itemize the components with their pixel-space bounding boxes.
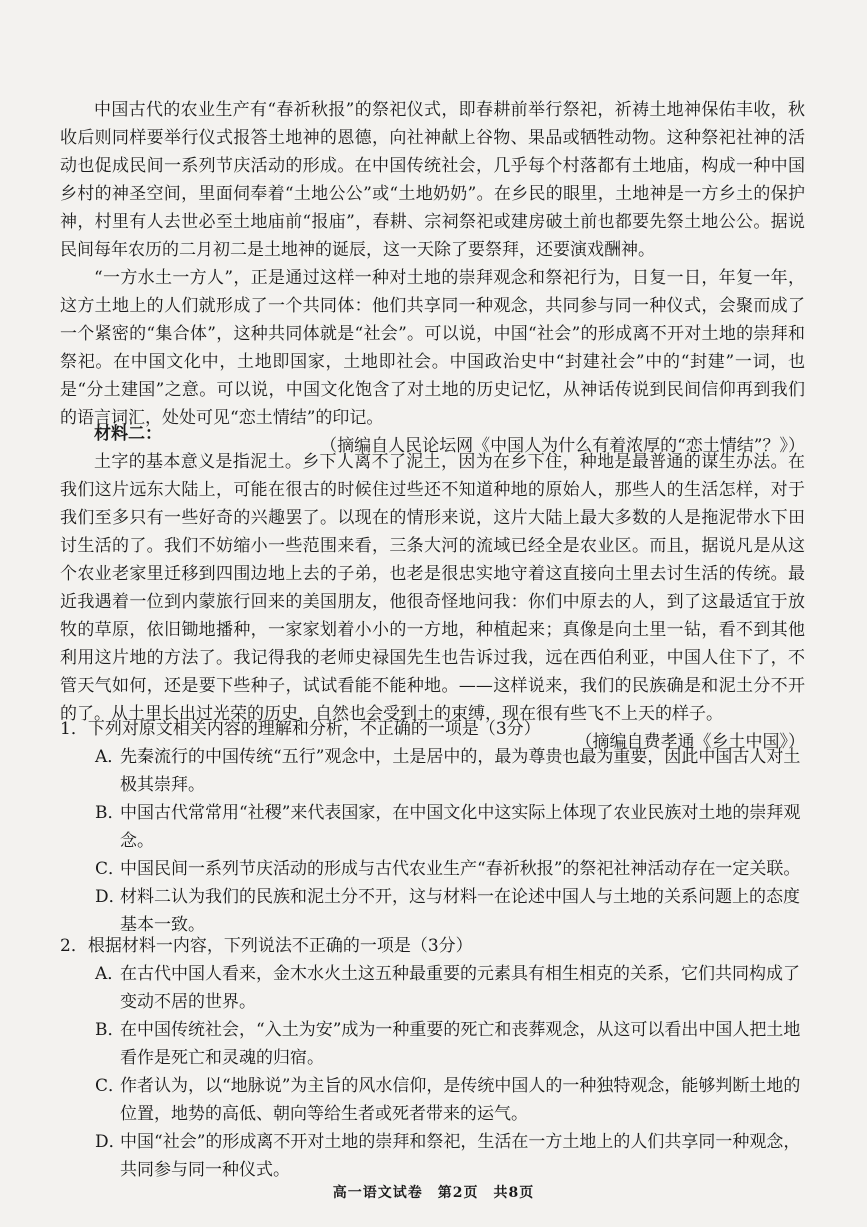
question-1-option-d [60,883,805,939]
option-text: 在中国传统社会，“入土为安”成为一种重要的死亡和丧葬观念，从这可以看出中国人把土地看作是死亡和灵魂的归宿。 [120,1020,801,1068]
option-key: C． [95,859,126,879]
option-text: 中国“社会”的形成离不开对土地的崇拜和祭祀，生活在一方土地上的人们共享同一种观念，共同参与同一种仪式。 [120,1132,801,1180]
question-1-stem: 1．下列对原文相关内容的理解和分析，不正确的一项是（3分） [60,719,541,739]
material-one-source: （摘编自人民论坛网《中国人为什么有着浓厚的“恋土情结”？》） [320,436,805,456]
question-2 [60,932,805,1184]
material-one-paragraph-1: 中国古代的农业生产有“春祈秋报”的祭祀仪式，即春耕前举行祭祀，祈祷土地神保佑丰收，秋收后则同样要举行仪式报答土地神的恩德，向社神献上谷物、果品或牺牲动物。这种祭祀社神的活动也促成民间一系列节庆活动的形成。在中国传统社会，几乎每个村落都有土地庙，构成一种中国乡村的神圣空间，里面伺奉着“土地公公”或“土地奶奶”。在乡民的眼里，土地神是一方乡土的保护神，村里有人去世必至土地庙前“报庙”，春耕、宗祠祭祀或建房破土前也都要先祭土地公公。据说民间每年农历的二月初二是土地神的诞辰，这一天除了要祭拜，还要演戏酬神。 [60,100,805,260]
question-1-option-b [60,799,805,855]
question-2-option-c [60,1072,805,1128]
question-2-option-d [60,1128,805,1184]
option-key: B． [95,803,125,823]
material-one [60,96,805,460]
option-text: 中国民间一系列节庆活动的形成与古代农业生产“春祈秋报”的祭祀社神活动存在一定关联。 [120,859,801,879]
material-two [60,420,805,756]
question-1 [60,715,805,939]
material-one-paragraph-2: “一方水土一方人”，正是通过这样一种对土地的崇拜观念和祭祀行为，日复一日，年复一年，这方土地上的人们就形成了一个共同体：他们共享同一种观念，共同参与同一种仪式，会聚而成了一个紧密的“集合体”，这种共同体就是“社会”。可以说，中国“社会”的形成离不开对土地的崇拜和祭祀。在中国文化中，土地即国家，土地即社会。中国政治史中“封建社会”中的“封建”一词，也是“分土建国”之意。可以说，中国文化饱含了对土地的历史记忆，从神话传说到民间信仰再到我们的语言词汇，处处可见“恋土情结”的印记。 [60,268,805,428]
material-two-paragraph: 土字的基本意义是指泥土。乡下人离不了泥土，因为在乡下住，种地是最普通的谋生办法。在我们这片远东大陆上，可能在很古的时候住过些还不知道种地的原始人，那些人的生活怎样，对于我们至多只有一些好奇的兴趣罢了。以现在的情形来说，这片大陆上最大多数的人是拖泥带水下田讨生活的了。我们不妨缩小一些范围来看，三条大河的流域已经全是农业区。而且，据说凡是从这个农业老家里迁移到四围边地上去的子弟，也老是很忠实地守着这直接向土里去讨生活的传统。最近我遇着一位到内蒙旅行回来的美国朋友，他很奇怪地问我：你们中原去的人，到了这最适宜于放牧的草原，依旧锄地播种，一家家划着小小的一方地，种植起来；真像是向土里一钻，看不到其他利用这片地的方法了。我记得我的老师史禄国先生也告诉过我，远在西伯利亚，中国人住下了，不管天气如何，还是要下些种子，试试看能不能种地。——这样说来，我们的民族确是和泥土分不开的了。从土里长出过光荣的历史，自然也会受到土的束缚，现在很有些飞不上天的样子。 [60,452,805,724]
question-1-option-a [60,743,805,799]
option-key: D． [95,887,126,907]
option-key: C． [95,1076,126,1096]
page-footer: 高一语文试卷 第2页 共8页 [332,1185,535,1201]
material-two-source: （摘编自费孝通《乡土中国》） [575,732,805,752]
question-1-option-c [60,855,805,883]
question-2-stem: 2．根据材料一内容，下列说法不正确的一项是（3分） [60,936,473,956]
question-2-option-b [60,1016,805,1072]
material-two-label: 材料二： [94,424,162,444]
option-key: A． [95,964,125,984]
option-key: B． [95,1020,125,1040]
question-2-option-a [60,960,805,1016]
option-key: A． [95,747,125,767]
option-text: 作者认为，以“地脉说”为主旨的风水信仰，是传统中国人的一种独特观念，能够判断土地的位置，地势的高低、朝向等给生者或死者带来的运气。 [120,1076,801,1124]
option-text: 中国古代常常用“社稷”来代表国家，在中国文化中这实际上体现了农业民族对土地的崇拜观念。 [120,803,801,851]
option-text: 先秦流行的中国传统“五行”观念中，土是居中的，最为尊贵也最为重要，因此中国古人对土极其崇拜。 [120,747,801,795]
option-text: 在古代中国人看来，金木水火土这五种最重要的元素具有相生相克的关系，它们共同构成了变动不居的世界。 [120,964,800,1012]
option-text: 材料二认为我们的民族和泥土分不开，这与材料一在论述中国人与土地的关系问题上的态度基本一致。 [120,887,800,935]
option-key: D． [95,1132,126,1152]
